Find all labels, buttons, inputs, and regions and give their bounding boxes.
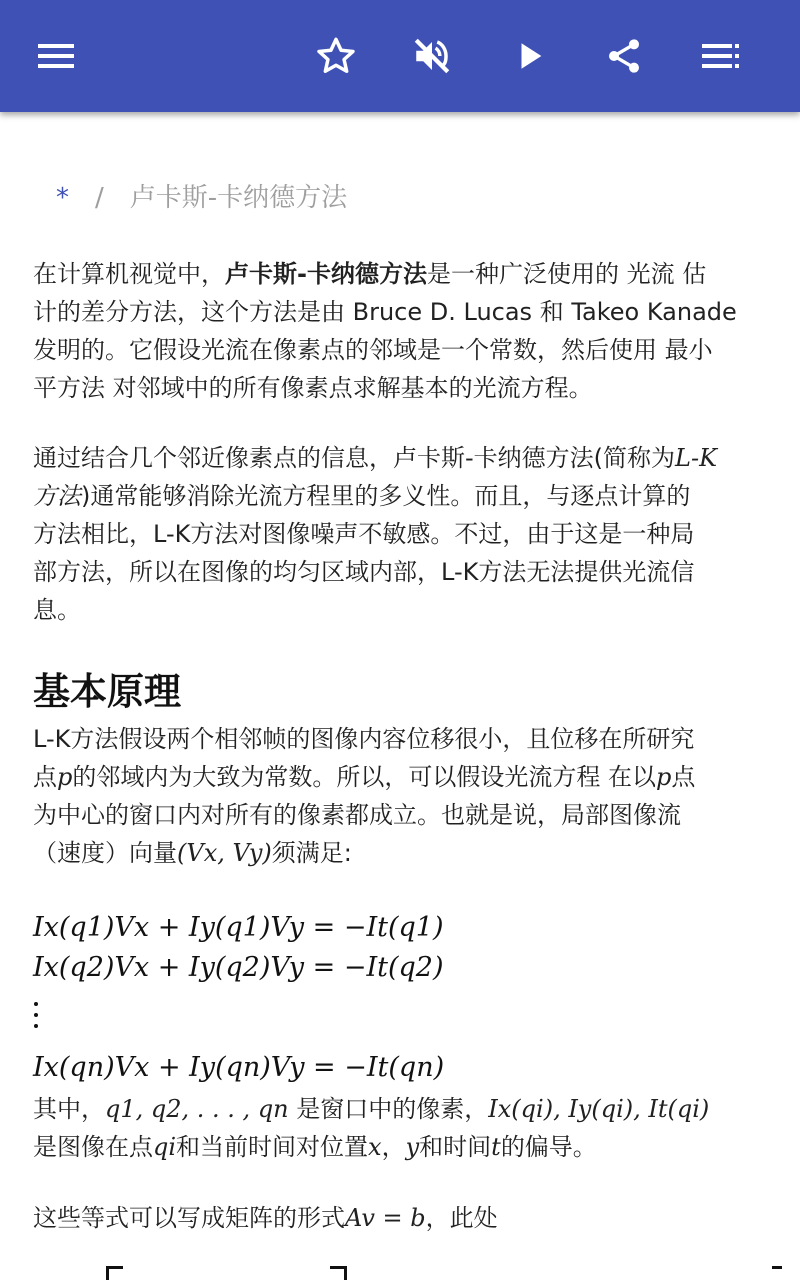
derivative-paragraph: [33, 1090, 793, 1166]
text-line: 这些等式可以写成矩阵的形式Av = b，此处: [33, 1204, 498, 1232]
breadcrumb-root-link[interactable]: *: [56, 183, 69, 213]
text-line: L-K方法假设两个相邻帧的图像内容位移很小，且位移在所研究: [33, 725, 695, 753]
text-line: 通过结合几个邻近像素点的信息，卢卡斯-卡纳德方法(简称为L-K: [33, 444, 718, 472]
breadcrumb: [56, 178, 347, 218]
text-line: （速度）向量(Vx, Vy)须满足:: [33, 839, 352, 867]
favorite-button[interactable]: [304, 24, 368, 88]
equation-2: Ix(q2)Vx + Iy(q2)Vy = −It(q2): [33, 952, 444, 983]
volume-off-icon: [411, 35, 453, 77]
share-icon: [604, 35, 644, 77]
text-line: 点p的邻域内为大致为常数。所以，可以假设光流方程 在以p点: [33, 763, 696, 791]
article-content: [0, 112, 800, 1280]
intro-paragraph: [33, 255, 773, 407]
article-subject: 卢卡斯-卡纳德方法: [225, 260, 427, 288]
equation-n: Ix(qn)Vx + Iy(qn)Vy = −It(qn): [33, 1052, 445, 1083]
equation-1: Ix(q1)Vx + Iy(q1)Vy = −It(q1): [33, 912, 444, 943]
star-icon: [315, 35, 357, 77]
text-line: 其中，q1, q2, . . . , qn 是窗口中的像素，Ix(qi), Iy(qi), It(qi): [33, 1095, 710, 1123]
playlist-icon: [700, 42, 740, 70]
share-button[interactable]: [592, 24, 656, 88]
text-line: 发明的。它假设光流在像素点的邻域是一个常数，然后使用 最小: [33, 336, 713, 364]
vertical-ellipsis: [32, 1000, 40, 1032]
play-icon: [513, 38, 547, 74]
text-line: 部方法，所以在图像的均匀区域内部，L-K方法无法提供光流信: [33, 558, 695, 586]
matrix-equation-math: Av = b: [345, 1204, 426, 1232]
text-line: 是图像在点qi和当前时间对位置x，y和时间t的偏导。: [33, 1133, 597, 1161]
menu-icon: [36, 41, 76, 71]
matrix-bracket-far: [772, 1266, 782, 1280]
text-line: 方法相比，L-K方法对图像噪声不敏感。不过，由于这是一种局: [33, 520, 695, 548]
text-line: 在计算机视觉中，卢卡斯-卡纳德方法是一种广泛使用的 光流 估: [33, 260, 707, 288]
matrix-paragraph: [33, 1199, 773, 1237]
text-line: 为中心的窗口内对所有的像素都成立。也就是说，局部图像流: [33, 801, 681, 829]
matrix-bracket-left: [106, 1266, 123, 1280]
menu-button[interactable]: [24, 24, 88, 88]
text-line: 计的差分方法，这个方法是由 Bruce D. Lucas 和 Takeo Kanade: [33, 298, 737, 326]
app-bar: [0, 0, 800, 112]
contents-button[interactable]: [688, 24, 752, 88]
breadcrumb-separator: /: [95, 183, 104, 213]
section-heading: 基本原理: [33, 670, 181, 713]
text-line: 息。: [33, 596, 81, 624]
breadcrumb-current: 卢卡斯-卡纳德方法: [129, 183, 348, 213]
play-button[interactable]: [498, 24, 562, 88]
text-line: 平方法 对邻域中的所有像素点求解基本的光流方程。: [33, 374, 593, 402]
matrix-bracket-right: [330, 1266, 347, 1280]
principle-paragraph: [33, 720, 773, 872]
mute-button[interactable]: [400, 24, 464, 88]
description-paragraph: [33, 439, 773, 629]
text-line: 方法)通常能够消除光流方程里的多义性。而且，与逐点计算的: [33, 482, 691, 510]
velocity-vector-math: (Vx, Vy): [177, 839, 272, 867]
